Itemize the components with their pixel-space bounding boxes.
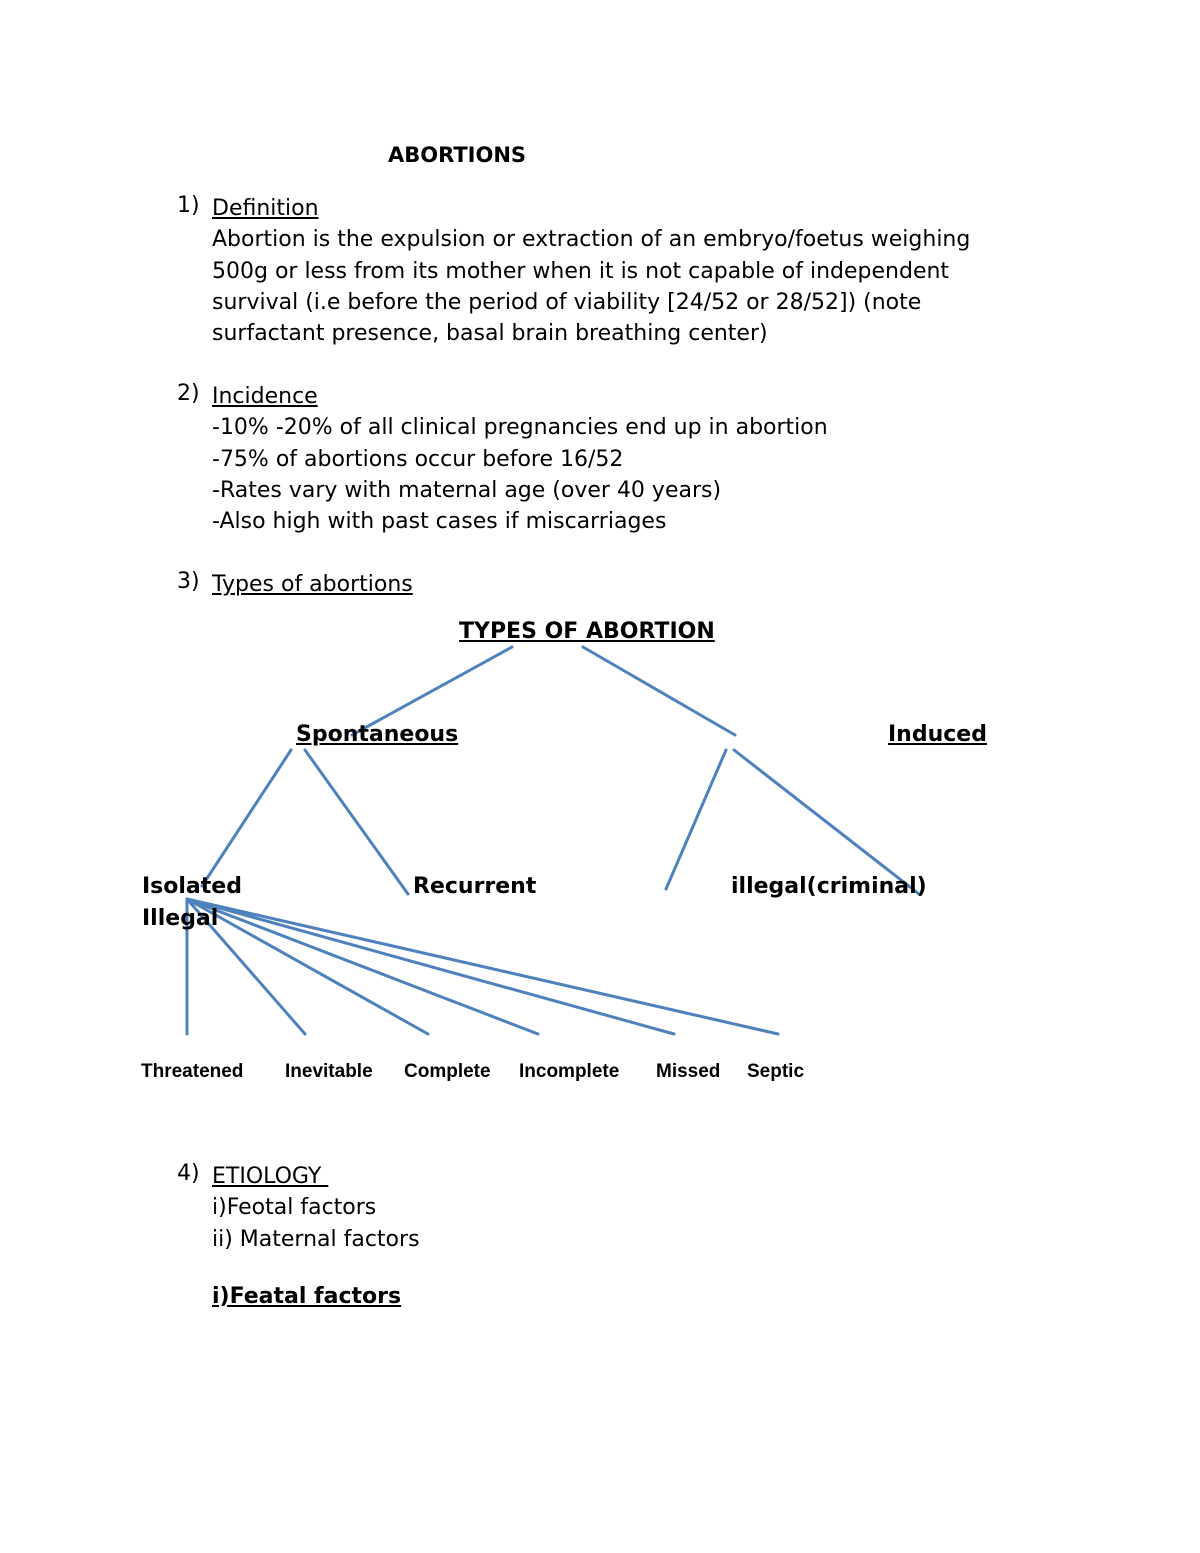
section-4-line: i)Feotal factors — [212, 1195, 377, 1221]
section-1-line: 500g or less from its mother when it is not capable of independent — [212, 258, 950, 284]
connector-isolated-complete — [187, 899, 428, 1034]
section-2-line: -Rates vary with maternal age (over 40 years) — [212, 477, 722, 503]
section-4-block — [212, 1161, 420, 1255]
section-4-line: ii) Maternal factors — [212, 1226, 420, 1252]
section-1-number: 1) — [177, 193, 200, 218]
recurrent-label: Recurrent — [413, 874, 537, 899]
leaf-incomplete: Incomplete — [519, 1061, 620, 1082]
connector-spontaneous-isolated — [202, 750, 291, 886]
leaf-septic: Septic — [747, 1061, 805, 1082]
section-2-number: 2) — [177, 381, 200, 406]
section-4-number: 4) — [177, 1161, 200, 1186]
isolated-label: Isolated — [142, 874, 242, 899]
section-4-heading: ETIOLOGY — [212, 1164, 329, 1189]
connector-induced-criminal — [734, 750, 919, 894]
leaf-inevitable: Inevitable — [285, 1061, 373, 1082]
illegal-criminal-label: illegal(criminal) — [731, 874, 927, 899]
section-2-heading: Incidence — [212, 384, 318, 409]
connector-spontaneous-recurrent — [305, 750, 408, 894]
section-3-heading: Types of abortions — [212, 572, 413, 597]
section-1-line: Abortion is the expulsion or extraction of an embryo/foetus weighing — [212, 227, 971, 253]
section-2-line: -Also high with past cases if miscarriages — [212, 509, 667, 535]
leaf-complete: Complete — [404, 1061, 491, 1082]
induced-label: Induced — [888, 722, 987, 747]
connector-induced-illegal — [666, 750, 726, 889]
connector-isolated-missed — [187, 899, 674, 1034]
connector-root-induced — [583, 647, 735, 735]
illegal-label: Illegal — [142, 906, 219, 931]
section-3-number: 3) — [177, 569, 200, 594]
spontaneous-label: Spontaneous — [296, 722, 459, 747]
section-2-line: -10% -20% of all clinical pregnancies end up in abortion — [212, 415, 828, 441]
leaf-threatened: Threatened — [141, 1061, 244, 1082]
section-1-line: surfactant presence, basal brain breathing center) — [212, 321, 768, 347]
featal-factors-subheading: i)Featal factors — [212, 1284, 402, 1309]
diagram-root-label: TYPES OF ABORTION — [459, 619, 715, 644]
section-1-line: survival (i.e before the period of viability [24/52 or 28/52]) (note — [212, 289, 922, 315]
leaf-missed: Missed — [656, 1061, 721, 1082]
section-1-heading: Definition — [212, 196, 319, 221]
section-2-line: -75% of abortions occur before 16/52 — [212, 446, 624, 472]
page-title: ABORTIONS — [388, 143, 527, 167]
